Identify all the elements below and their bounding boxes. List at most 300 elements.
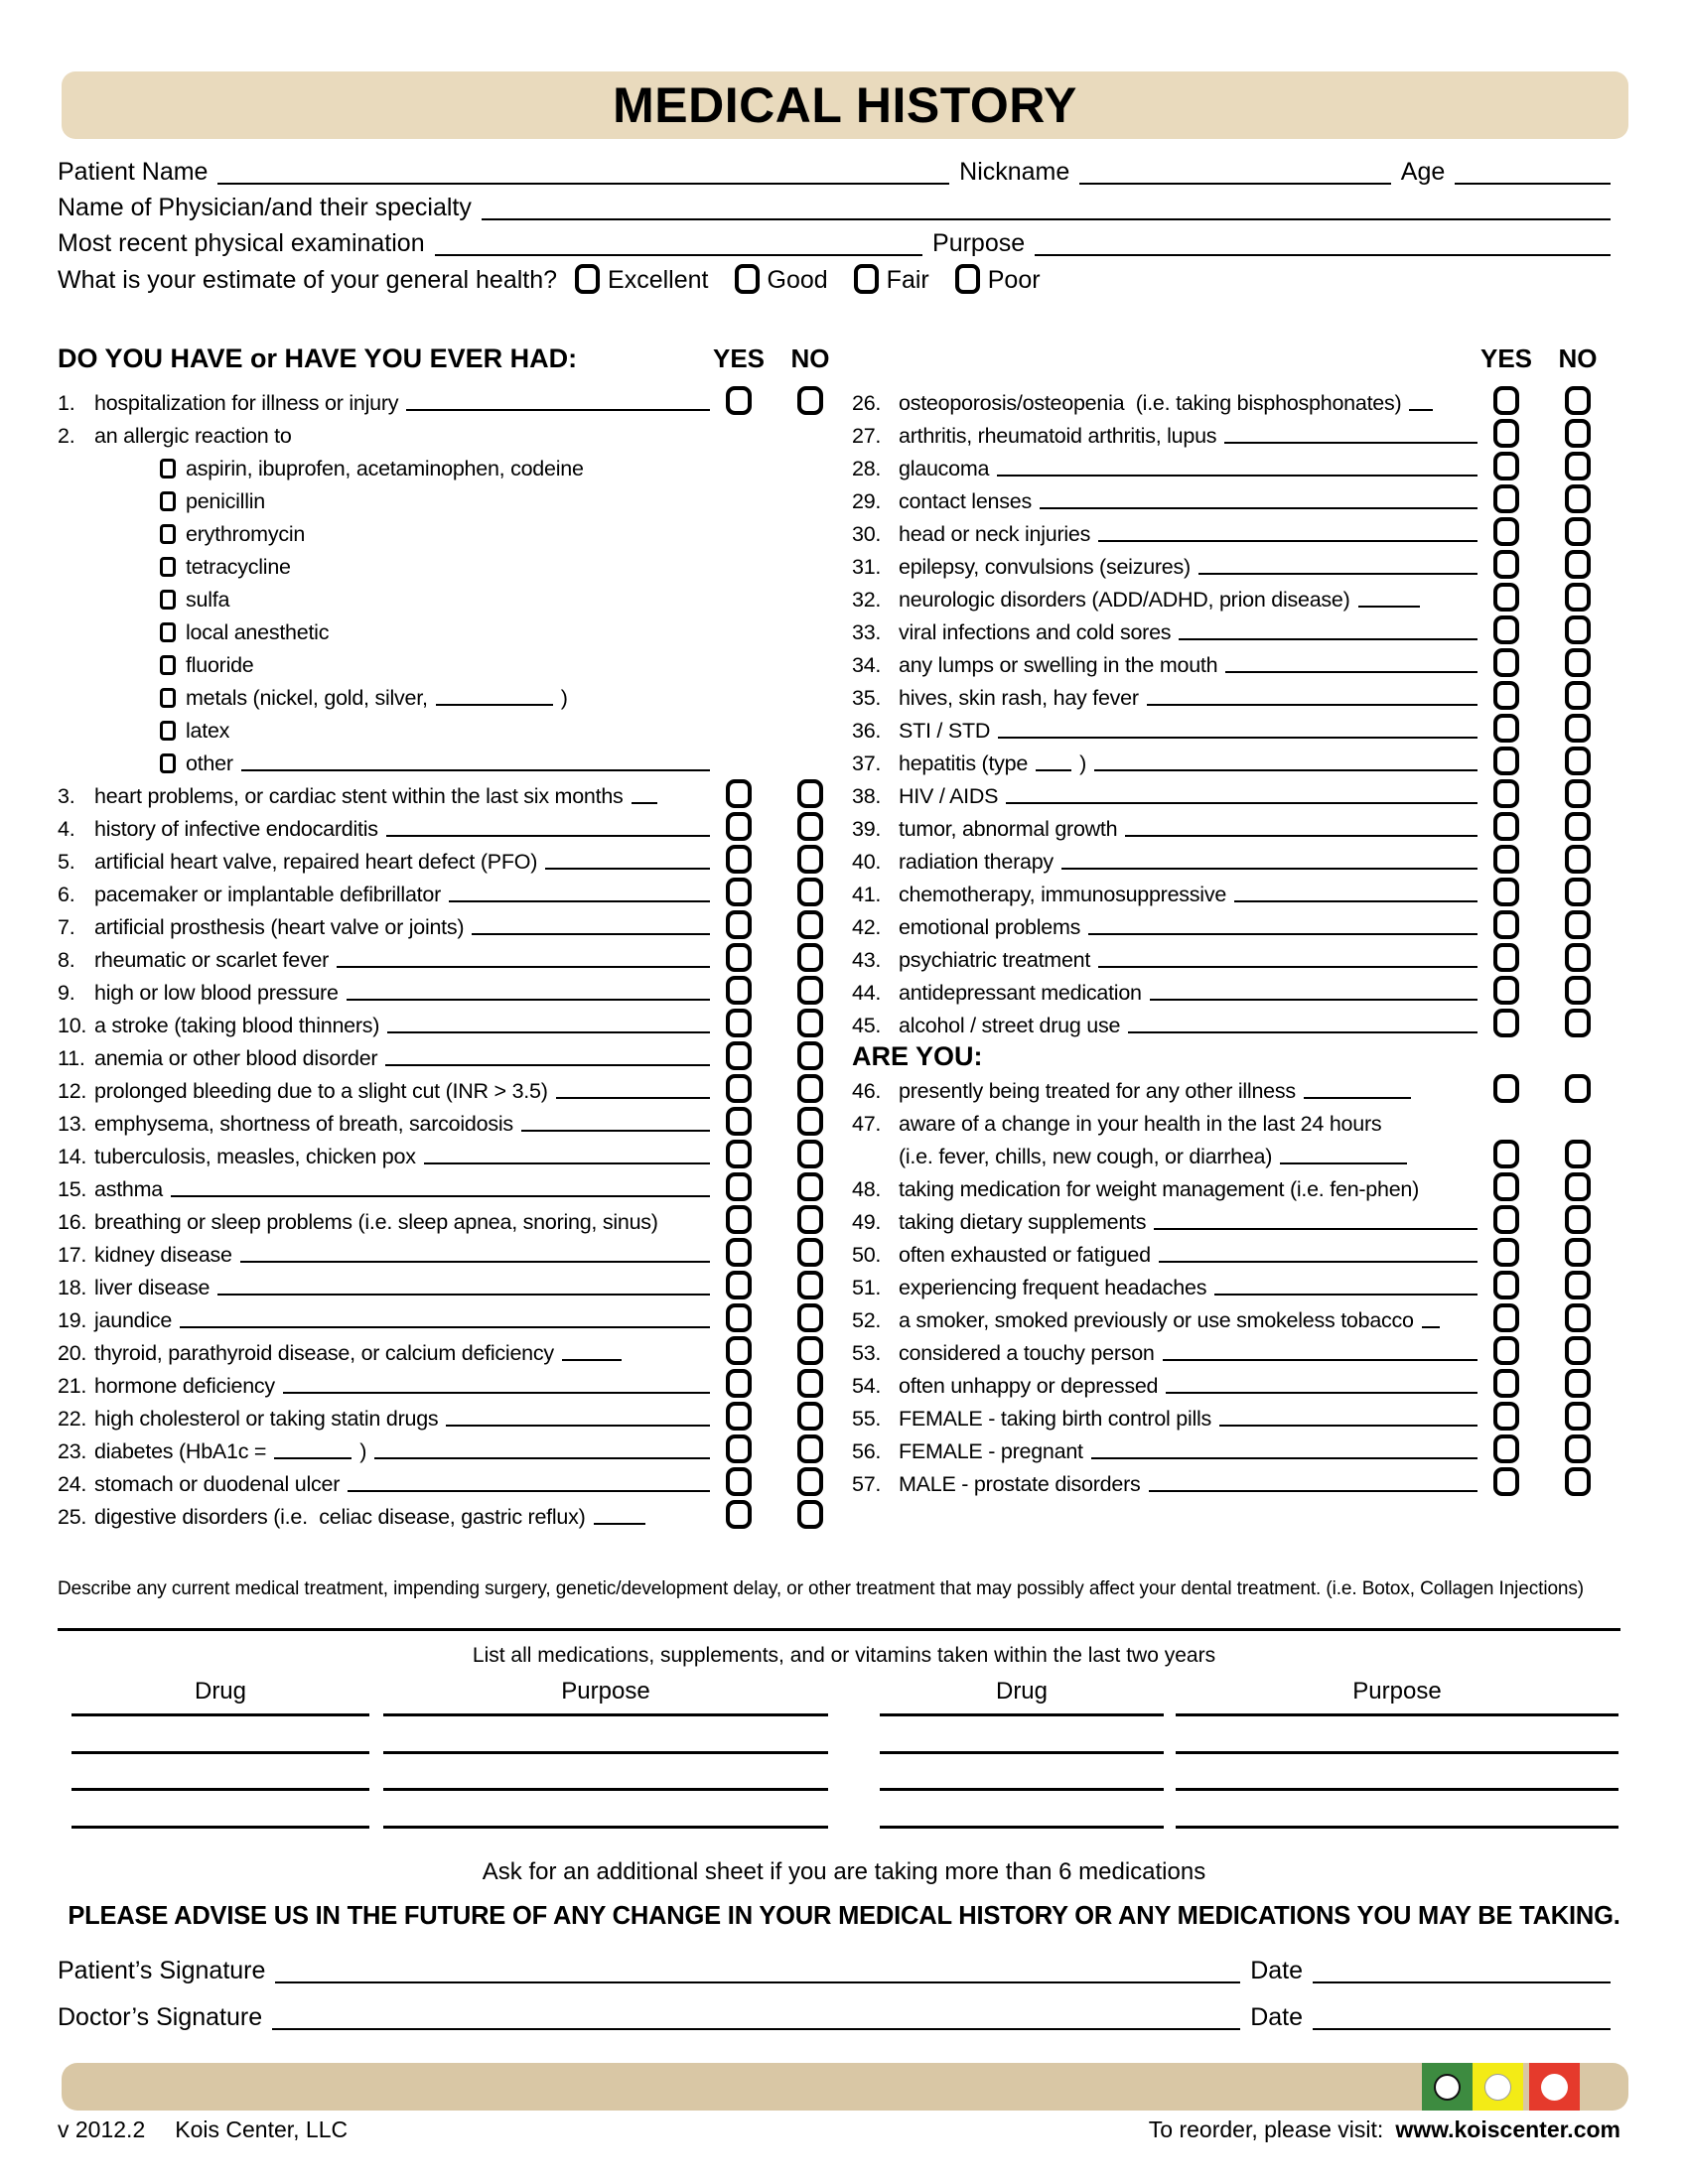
question-number: 23.	[58, 1439, 87, 1464]
blank-line[interactable]	[374, 1457, 710, 1459]
blank-line[interactable]	[1280, 1162, 1407, 1164]
yes-checkbox[interactable]	[726, 910, 752, 939]
yes-checkbox[interactable]	[1493, 484, 1519, 513]
blank-line[interactable]	[347, 999, 710, 1001]
blank-line[interactable]	[562, 1359, 622, 1361]
blank-line[interactable]	[472, 933, 710, 935]
yes-checkbox[interactable]	[1493, 615, 1519, 644]
no-checkbox[interactable]	[1565, 615, 1591, 644]
do-you-have-title: DO YOU HAVE or HAVE YOU EVER HAD:	[58, 343, 578, 373]
question-row	[852, 877, 1620, 909]
blank-line[interactable]	[1098, 966, 1477, 968]
no-checkbox[interactable]	[1565, 484, 1591, 513]
med-entry-line[interactable]	[1176, 1713, 1618, 1716]
question-text: FEMALE - taking birth control pills	[899, 1407, 1212, 1432]
blank-line[interactable]	[556, 1097, 710, 1099]
blank-line[interactable]	[997, 475, 1477, 477]
no-checkbox[interactable]	[1565, 812, 1591, 841]
no-column-header-right: NO	[1558, 343, 1598, 373]
yes-checkbox[interactable]	[1493, 1336, 1519, 1365]
blank-line[interactable]	[1036, 769, 1071, 771]
question-row	[58, 1237, 829, 1270]
question-row	[58, 746, 829, 778]
question-row	[852, 1139, 1620, 1171]
question-row	[58, 1171, 829, 1204]
yes-checkbox[interactable]	[1493, 943, 1519, 972]
blank-line[interactable]	[386, 835, 710, 837]
yes-checkbox[interactable]	[726, 1140, 752, 1168]
question-row	[852, 680, 1620, 713]
no-checkbox[interactable]	[797, 386, 823, 415]
blank-line[interactable]	[337, 966, 710, 968]
yes-checkbox[interactable]	[726, 1172, 752, 1201]
blank-line[interactable]	[1149, 1490, 1478, 1492]
no-checkbox[interactable]	[797, 1434, 823, 1463]
allergy-item-checkbox[interactable]	[160, 590, 176, 610]
question-row	[58, 877, 829, 909]
yes-checkbox[interactable]	[726, 779, 752, 808]
yes-checkbox[interactable]	[1493, 1434, 1519, 1463]
yes-checkbox[interactable]	[1493, 1271, 1519, 1299]
footer-bar	[62, 2063, 1628, 2111]
blank-line[interactable]	[348, 1490, 710, 1492]
no-checkbox[interactable]	[797, 910, 823, 939]
no-checkbox[interactable]	[797, 1205, 823, 1234]
yes-checkbox[interactable]	[726, 1009, 752, 1037]
no-checkbox[interactable]	[797, 1402, 823, 1431]
health-poor-checkbox[interactable]	[955, 264, 980, 294]
question-text: tumor, abnormal growth	[899, 817, 1118, 842]
no-column-header-left: NO	[790, 343, 830, 373]
no-checkbox[interactable]	[797, 1172, 823, 1201]
question-row	[58, 483, 829, 516]
no-checkbox[interactable]	[1565, 1271, 1591, 1299]
no-checkbox[interactable]	[1565, 845, 1591, 874]
question-number: 55.	[852, 1407, 882, 1432]
med-entry-line[interactable]	[383, 1788, 828, 1791]
question-number: 5.	[58, 850, 75, 875]
health-poor-label: Poor	[987, 265, 1041, 294]
yes-checkbox[interactable]	[1493, 747, 1519, 775]
yes-checkbox[interactable]	[726, 845, 752, 874]
question-number: 12.	[58, 1079, 87, 1104]
blank-line[interactable]	[1094, 769, 1477, 771]
doctor-signature-field[interactable]	[272, 2028, 1240, 2030]
no-checkbox[interactable]	[797, 1041, 823, 1070]
blank-line[interactable]	[998, 737, 1477, 739]
med-entry-line[interactable]	[1176, 1788, 1618, 1791]
blank-line[interactable]	[1006, 802, 1477, 804]
yes-checkbox[interactable]	[1493, 779, 1519, 808]
med-entry-line[interactable]	[71, 1788, 369, 1791]
age-label: Age	[1400, 158, 1446, 186]
red-indicator	[1529, 2063, 1580, 2111]
no-checkbox[interactable]	[797, 1336, 823, 1365]
no-checkbox[interactable]	[1565, 1336, 1591, 1365]
no-checkbox[interactable]	[1565, 1369, 1591, 1398]
no-checkbox[interactable]	[1565, 517, 1591, 546]
no-checkbox[interactable]	[1565, 1009, 1591, 1037]
allergy-item-checkbox[interactable]	[160, 688, 176, 708]
no-checkbox[interactable]	[1565, 943, 1591, 972]
blank-line[interactable]	[283, 1392, 710, 1394]
yes-checkbox[interactable]	[726, 1402, 752, 1431]
question-text: any lumps or swelling in the mouth	[899, 653, 1218, 678]
no-checkbox[interactable]	[797, 976, 823, 1005]
yes-checkbox[interactable]	[726, 976, 752, 1005]
blank-line[interactable]	[1125, 835, 1477, 837]
question-row	[852, 549, 1620, 582]
no-checkbox[interactable]	[797, 878, 823, 906]
no-checkbox[interactable]	[797, 1500, 823, 1529]
form-title-bar	[62, 71, 1628, 139]
no-checkbox[interactable]	[1565, 419, 1591, 448]
punch-hole-icon	[1434, 2074, 1461, 2101]
blank-line[interactable]	[594, 1523, 645, 1525]
question-number: 43.	[852, 948, 882, 973]
blank-line[interactable]	[1179, 638, 1477, 640]
yes-checkbox[interactable]	[1493, 583, 1519, 612]
question-number: 49.	[852, 1210, 882, 1235]
no-checkbox[interactable]	[1565, 910, 1591, 939]
question-number: 57.	[852, 1472, 882, 1497]
yes-checkbox[interactable]	[1493, 910, 1519, 939]
patient-date-field[interactable]	[1313, 1981, 1611, 1983]
blank-line[interactable]	[1166, 1392, 1477, 1394]
no-checkbox[interactable]	[1565, 648, 1591, 677]
question-number: 8.	[58, 948, 75, 973]
yes-checkbox[interactable]	[726, 812, 752, 841]
question-number: 15.	[58, 1177, 87, 1202]
blank-line[interactable]	[1234, 900, 1477, 902]
yes-checkbox[interactable]	[1493, 452, 1519, 480]
no-checkbox[interactable]	[1565, 452, 1591, 480]
question-number: 52.	[852, 1308, 882, 1333]
question-row	[852, 1008, 1620, 1040]
med-entry-line[interactable]	[383, 1826, 828, 1829]
yes-checkbox[interactable]	[1493, 1467, 1519, 1496]
question-text: prolonged bleeding due to a slight cut (INR > 3.5)	[94, 1079, 548, 1104]
punch-hole-icon	[1541, 2074, 1568, 2101]
yes-checkbox[interactable]	[726, 386, 752, 415]
question-number: 44.	[852, 981, 882, 1006]
question-row	[58, 1073, 829, 1106]
blank-line[interactable]	[424, 1162, 710, 1164]
no-checkbox[interactable]	[797, 779, 823, 808]
yes-checkbox[interactable]	[1493, 812, 1519, 841]
question-text: head or neck injuries	[899, 522, 1091, 547]
no-checkbox[interactable]	[1565, 1238, 1591, 1267]
no-checkbox[interactable]	[1565, 681, 1591, 710]
question-number: 27.	[852, 424, 882, 449]
blank-line[interactable]	[1163, 1359, 1477, 1361]
question-text: pacemaker or implantable defibrillator	[94, 883, 442, 907]
no-checkbox[interactable]	[1565, 878, 1591, 906]
yes-checkbox[interactable]	[1493, 648, 1519, 677]
no-checkbox[interactable]	[1565, 583, 1591, 612]
reorder-url[interactable]: www.koiscenter.com	[1395, 2116, 1620, 2142]
purpose-field[interactable]	[1035, 254, 1611, 256]
no-checkbox[interactable]	[1565, 1172, 1591, 1201]
med-entry-line[interactable]	[383, 1751, 828, 1754]
blank-line[interactable]	[545, 868, 710, 870]
blank-line[interactable]	[1225, 671, 1477, 673]
reorder-info	[1149, 2116, 1620, 2143]
no-checkbox[interactable]	[1565, 1140, 1591, 1168]
blank-line[interactable]	[1219, 1425, 1477, 1427]
blank-line[interactable]	[1061, 868, 1477, 870]
blank-line[interactable]	[1147, 704, 1477, 706]
question-text: presently being treated for any other illness	[899, 1079, 1296, 1104]
blank-line[interactable]	[1358, 606, 1420, 608]
no-checkbox[interactable]	[797, 1369, 823, 1398]
allergy-item-checkbox[interactable]	[160, 753, 176, 773]
question-number: 36.	[852, 719, 882, 744]
question-number: 19.	[58, 1308, 87, 1333]
yes-checkbox[interactable]	[1493, 1172, 1519, 1201]
yes-checkbox[interactable]	[726, 1238, 752, 1267]
no-checkbox[interactable]	[797, 1140, 823, 1168]
yes-checkbox[interactable]	[726, 1271, 752, 1299]
no-checkbox[interactable]	[1565, 779, 1591, 808]
physical-exam-field[interactable]	[435, 254, 922, 256]
health-excellent-checkbox[interactable]	[575, 264, 600, 294]
question-number: 16.	[58, 1210, 87, 1235]
question-number: 6.	[58, 883, 75, 907]
yes-checkbox[interactable]	[1493, 550, 1519, 579]
question-text: often exhausted or fatigued	[899, 1243, 1151, 1268]
blank-line[interactable]	[1128, 1031, 1477, 1033]
blank-line[interactable]	[1040, 507, 1477, 509]
yes-checkbox[interactable]	[1493, 1009, 1519, 1037]
yes-checkbox[interactable]	[726, 878, 752, 906]
question-number: 4.	[58, 817, 75, 842]
no-checkbox[interactable]	[797, 1074, 823, 1103]
med-entry-line[interactable]	[880, 1788, 1164, 1791]
no-checkbox[interactable]	[1565, 1402, 1591, 1431]
question-row	[58, 1106, 829, 1139]
blank-line[interactable]	[446, 1425, 710, 1427]
blank-line[interactable]	[240, 1261, 710, 1263]
no-checkbox[interactable]	[1565, 1205, 1591, 1234]
blank-line[interactable]	[449, 900, 710, 902]
question-text: emphysema, shortness of breath, sarcoidosis	[94, 1112, 513, 1137]
allergy-item-checkbox[interactable]	[160, 459, 176, 478]
patient-signature-row	[58, 1958, 1620, 1985]
blank-line[interactable]	[1409, 409, 1433, 411]
question-text: neurologic disorders (ADD/ADHD, prion disease)	[899, 588, 1350, 613]
blank-line[interactable]	[436, 704, 553, 706]
blank-line[interactable]	[1224, 442, 1477, 444]
question-text: breathing or sleep problems (i.e. sleep apnea, snoring, sinus)	[94, 1210, 658, 1235]
med-col-drug-2	[880, 1678, 1164, 1837]
med-entry-line[interactable]	[1176, 1751, 1618, 1754]
blank-line[interactable]	[1422, 1326, 1440, 1328]
no-checkbox[interactable]	[1565, 1434, 1591, 1463]
yes-checkbox[interactable]	[726, 1107, 752, 1136]
yes-checkbox[interactable]	[1493, 878, 1519, 906]
no-checkbox[interactable]	[1565, 550, 1591, 579]
blank-line[interactable]	[1214, 1294, 1477, 1296]
yes-checkbox[interactable]	[1493, 419, 1519, 448]
yes-checkbox[interactable]	[1493, 517, 1519, 546]
med-entry-line[interactable]	[383, 1713, 828, 1716]
question-row	[58, 1401, 829, 1433]
blank-line[interactable]	[387, 1031, 710, 1033]
yes-checkbox[interactable]	[1493, 1402, 1519, 1431]
allergy-item-checkbox[interactable]	[160, 721, 176, 741]
purpose-header: Purpose	[561, 1678, 650, 1705]
doctor-date-field[interactable]	[1313, 2028, 1611, 2030]
doctor-signature-label: Doctor’s Signature	[58, 2003, 263, 2031]
question-text: erythromycin	[186, 522, 306, 547]
question-row	[58, 909, 829, 942]
no-checkbox[interactable]	[797, 1107, 823, 1136]
yes-checkbox[interactable]	[726, 943, 752, 972]
health-fair-checkbox[interactable]	[854, 264, 879, 294]
question-text: high or low blood pressure	[94, 981, 339, 1006]
yes-checkbox[interactable]	[1493, 1369, 1519, 1398]
yes-checkbox[interactable]	[726, 1467, 752, 1496]
question-text: considered a touchy person	[899, 1341, 1155, 1366]
question-text: hepatitis (type	[899, 751, 1029, 776]
yes-checkbox[interactable]	[1493, 845, 1519, 874]
no-checkbox[interactable]	[1565, 1303, 1591, 1332]
no-checkbox[interactable]	[1565, 1074, 1591, 1103]
question-row	[852, 385, 1620, 418]
blank-line[interactable]	[385, 1064, 710, 1066]
age-field[interactable]	[1455, 183, 1611, 185]
yes-checkbox[interactable]	[1493, 681, 1519, 710]
no-checkbox[interactable]	[1565, 386, 1591, 415]
med-entry-line[interactable]	[880, 1826, 1164, 1829]
describe-treatment-field[interactable]	[58, 1628, 1620, 1631]
yes-column-header-right: YES	[1479, 343, 1533, 373]
blank-line[interactable]	[171, 1195, 710, 1197]
question-number: 17.	[58, 1243, 87, 1268]
question-text: psychiatric treatment	[899, 948, 1091, 973]
allergy-item-checkbox[interactable]	[160, 622, 176, 642]
allergy-item-checkbox[interactable]	[160, 524, 176, 544]
yes-checkbox[interactable]	[726, 1434, 752, 1463]
no-checkbox[interactable]	[797, 1467, 823, 1496]
yes-checkbox[interactable]	[1493, 976, 1519, 1005]
allergy-item-checkbox[interactable]	[160, 491, 176, 511]
question-text: metals (nickel, gold, silver,	[186, 686, 428, 711]
yes-checkbox[interactable]	[1493, 1140, 1519, 1168]
med-entry-line[interactable]	[71, 1751, 369, 1754]
yes-checkbox[interactable]	[1493, 1303, 1519, 1332]
question-number: 33.	[852, 620, 882, 645]
yes-checkbox[interactable]	[726, 1074, 752, 1103]
yes-checkbox[interactable]	[1493, 1205, 1519, 1234]
health-good-checkbox[interactable]	[735, 264, 760, 294]
yes-checkbox[interactable]	[1493, 714, 1519, 743]
blank-line[interactable]	[217, 1294, 710, 1296]
no-checkbox[interactable]	[797, 1271, 823, 1299]
no-checkbox[interactable]	[797, 1238, 823, 1267]
no-checkbox[interactable]	[797, 1303, 823, 1332]
no-checkbox[interactable]	[1565, 714, 1591, 743]
blank-line[interactable]	[180, 1326, 710, 1328]
question-text: aspirin, ibuprofen, acetaminophen, codeine	[186, 457, 584, 481]
blank-line[interactable]	[1150, 999, 1477, 1001]
patient-signature-field[interactable]	[275, 1981, 1240, 1983]
patient-name-field[interactable]	[217, 183, 949, 185]
med-entry-line[interactable]	[1176, 1826, 1618, 1829]
no-checkbox[interactable]	[797, 845, 823, 874]
med-entry-line[interactable]	[880, 1713, 1164, 1716]
question-row	[58, 942, 829, 975]
question-row	[58, 975, 829, 1008]
question-number: 26.	[852, 391, 882, 416]
blank-line[interactable]	[1088, 933, 1477, 935]
physician-field[interactable]	[482, 218, 1611, 220]
yes-checkbox[interactable]	[726, 1369, 752, 1398]
allergy-item-checkbox[interactable]	[160, 655, 176, 675]
question-row	[852, 1335, 1620, 1368]
med-col-purpose-1	[383, 1678, 828, 1837]
blank-line[interactable]	[521, 1130, 710, 1132]
question-text: chemotherapy, immunosuppressive	[899, 883, 1227, 907]
no-checkbox[interactable]	[1565, 1467, 1591, 1496]
additional-sheet-note: Ask for an additional sheet if you are taking more than 6 medications	[482, 1858, 1206, 1885]
punch-hole-icon	[1484, 2074, 1511, 2101]
blank-line[interactable]	[1159, 1261, 1477, 1263]
no-checkbox[interactable]	[1565, 747, 1591, 775]
question-row	[852, 1302, 1620, 1335]
yes-checkbox[interactable]	[726, 1500, 752, 1529]
no-checkbox[interactable]	[797, 943, 823, 972]
question-text: )	[359, 1439, 367, 1464]
blank-line[interactable]	[241, 769, 710, 771]
yes-checkbox[interactable]	[1493, 1074, 1519, 1103]
blank-line[interactable]	[1091, 1457, 1477, 1459]
yes-checkbox[interactable]	[1493, 386, 1519, 415]
patient-name-label: Patient Name	[58, 158, 209, 186]
blank-line[interactable]	[1304, 1097, 1411, 1099]
med-entry-line[interactable]	[71, 1713, 369, 1716]
yes-checkbox[interactable]	[1493, 1238, 1519, 1267]
blank-line[interactable]	[406, 409, 710, 411]
blank-line[interactable]	[1154, 1228, 1477, 1230]
question-text: osteoporosis/osteopenia (i.e. taking bisphosphonates)	[899, 391, 1402, 416]
question-row	[852, 1106, 1620, 1139]
question-text: other	[186, 751, 233, 776]
allergy-item-checkbox[interactable]	[160, 557, 176, 577]
med-entry-line[interactable]	[880, 1751, 1164, 1754]
no-checkbox[interactable]	[1565, 976, 1591, 1005]
question-text: taking medication for weight management (i.e. fen-phen)	[899, 1177, 1420, 1202]
question-text: liver disease	[94, 1276, 211, 1300]
nickname-field[interactable]	[1079, 183, 1390, 185]
yes-checkbox[interactable]	[726, 1205, 752, 1234]
no-checkbox[interactable]	[797, 812, 823, 841]
blank-line[interactable]	[274, 1457, 352, 1459]
patient-signature-label: Patient’s Signature	[58, 1957, 266, 1984]
yes-checkbox[interactable]	[726, 1336, 752, 1365]
med-entry-line[interactable]	[71, 1826, 369, 1829]
yes-checkbox[interactable]	[726, 1303, 752, 1332]
no-checkbox[interactable]	[797, 1009, 823, 1037]
blank-line[interactable]	[1098, 540, 1477, 542]
question-row	[852, 1433, 1620, 1466]
question-row	[852, 516, 1620, 549]
blank-line[interactable]	[1198, 573, 1477, 575]
yes-checkbox[interactable]	[726, 1041, 752, 1070]
purpose-label: Purpose	[932, 229, 1026, 257]
blank-line[interactable]	[632, 802, 657, 804]
